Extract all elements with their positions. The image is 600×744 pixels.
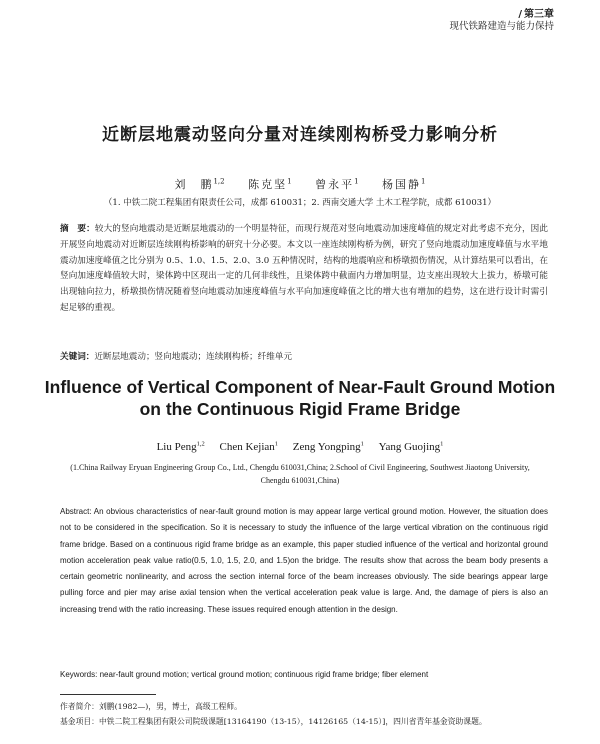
en-keywords-text: near-fault ground motion; vertical ground motion; continuous rigid frame bridge; fiber element <box>99 670 429 679</box>
cn-author <box>315 178 358 191</box>
cn-author-name: 刘 鹏 <box>174 178 214 191</box>
cn-author-sup: 1,2 <box>213 177 225 186</box>
en-affiliation: (1.China Railway Eryuan Engineering Group Co., Ltd., Chengdu 610031,China; 2.School of Civil Engineering, Southwest Jiaotong University, Chengdu 610031,China) <box>70 463 530 485</box>
footnote-author-intro: 作者简介：刘鹏(1982—)，男，博士，高级工程师。 <box>60 702 242 711</box>
en-author-line <box>0 440 600 453</box>
en-author <box>293 441 364 453</box>
en-author-name: Zeng Yongping <box>292 440 361 453</box>
cn-author-sup: 1 <box>354 177 359 186</box>
en-author-name: Liu Peng <box>156 440 197 453</box>
cn-abstract <box>60 222 548 317</box>
en-author-name: Chen Kejian <box>219 440 275 453</box>
en-author-name: Yang Guojing <box>378 440 441 453</box>
cn-author <box>382 178 425 191</box>
cn-keywords-label: 关键词： <box>60 352 95 362</box>
cn-keywords-text: 近断层地震动；竖向地震动；连续刚构桥；纤维单元 <box>94 352 293 362</box>
header-chapter-text: 第三章 <box>524 9 554 20</box>
header-section: 现代铁路建造与能力保持 <box>449 21 554 32</box>
en-author <box>157 441 205 453</box>
header-slash: / <box>518 9 522 20</box>
en-author-sup: 1 <box>360 440 364 447</box>
en-abstract <box>60 504 548 618</box>
cn-author-name: 陈克坚 <box>248 178 288 191</box>
cn-author <box>174 178 224 191</box>
en-abstract-label: Abstract: <box>60 507 92 516</box>
cn-affiliation: （1. 中铁二院工程集团有限责任公司，成都 610031；2. 西南交通大学 土木工程学院，成都 610031） <box>103 198 497 208</box>
en-title: Influence of Vertical Component of Near-Fault Ground Motion on the Continuous Rigid Frame Bridge <box>44 377 556 419</box>
en-keywords-label: Keywords: <box>60 670 98 679</box>
en-keywords <box>60 669 548 681</box>
en-author-sup: 1,2 <box>196 440 205 447</box>
cn-author-sup: 1 <box>421 177 426 186</box>
cn-author-sup: 1 <box>287 177 292 186</box>
en-author-sup: 1 <box>440 440 444 447</box>
cn-author <box>248 178 291 191</box>
en-author <box>219 441 278 453</box>
cn-abstract-label: 摘 要： <box>60 224 95 234</box>
cn-keywords <box>60 350 548 364</box>
en-abstract-text: An obvious characteristics of near-fault ground motion is may appear large vertical ground motion. However, the situation does not to be considered in the specification. So it is necessary to study the influence of the large vertical vibration on the continuous rigid frame bridge. Based on a continuous rigid frame bridge as an example, this paper studied influence of the vertical and horizontal ground motion acceleration peak value ratio(0.5, 1.0, 1.5, 2.0, and 1.5)on the bridge. The results show that across the beam body presents a certain geometric nonlinearity, and across the section internal force of the beam increases obviously. The side bearings appear large pulling force and pier may arise axial tension when the vertical acceleration peak value is large. And, the damage of piers is also an increasing trend with the ratio increasing. These issues required enough attention in the design. <box>60 507 548 614</box>
footnote-divider <box>60 694 156 695</box>
cn-author-name: 杨国静 <box>382 178 422 191</box>
footnote-funding: 基金项目：中铁二院工程集团有限公司院级课题[13164190（13-15），14126165（14-15）]，四川省青年基金资助课题。 <box>60 717 487 726</box>
en-author <box>379 441 444 453</box>
cn-abstract-text: 较大的竖向地震动是近断层地震动的一个明显特征，而现行规范对竖向地震动加速度峰值的规定对此考虑不充分，因此开展竖向地震动对近断层连续刚构桥影响的研究十分必要。本文以一座连续刚构桥为例，研究了竖向地震动加速度峰值与水平地震动加速度峰值之比分别为 0.5、1.0、1.5、2.0、3.0 五种情况时，结构的地震响应和桥墩损伤情况，从计算结果可以看出，在竖向加速度峰值较大时，梁体跨中区现出一定的几何非线性，且梁体跨中截面内力增加明显，边支座出现较大上拔力，桥墩可能出现轴向拉力，桥墩损伤情况随着竖向地震动加速度峰值与水平向加速度峰值之比的增大也有增加的趋势，这在进行设计时需引起足够的重视。 <box>60 224 548 313</box>
en-author-sup: 1 <box>274 440 279 447</box>
cn-author-line <box>0 176 600 192</box>
running-header <box>449 8 554 33</box>
cn-author-name: 曾永平 <box>315 178 355 191</box>
header-chapter <box>449 8 554 21</box>
cn-title: 近断层地震动竖向分量对连续刚构桥受力影响分析 <box>102 125 498 145</box>
